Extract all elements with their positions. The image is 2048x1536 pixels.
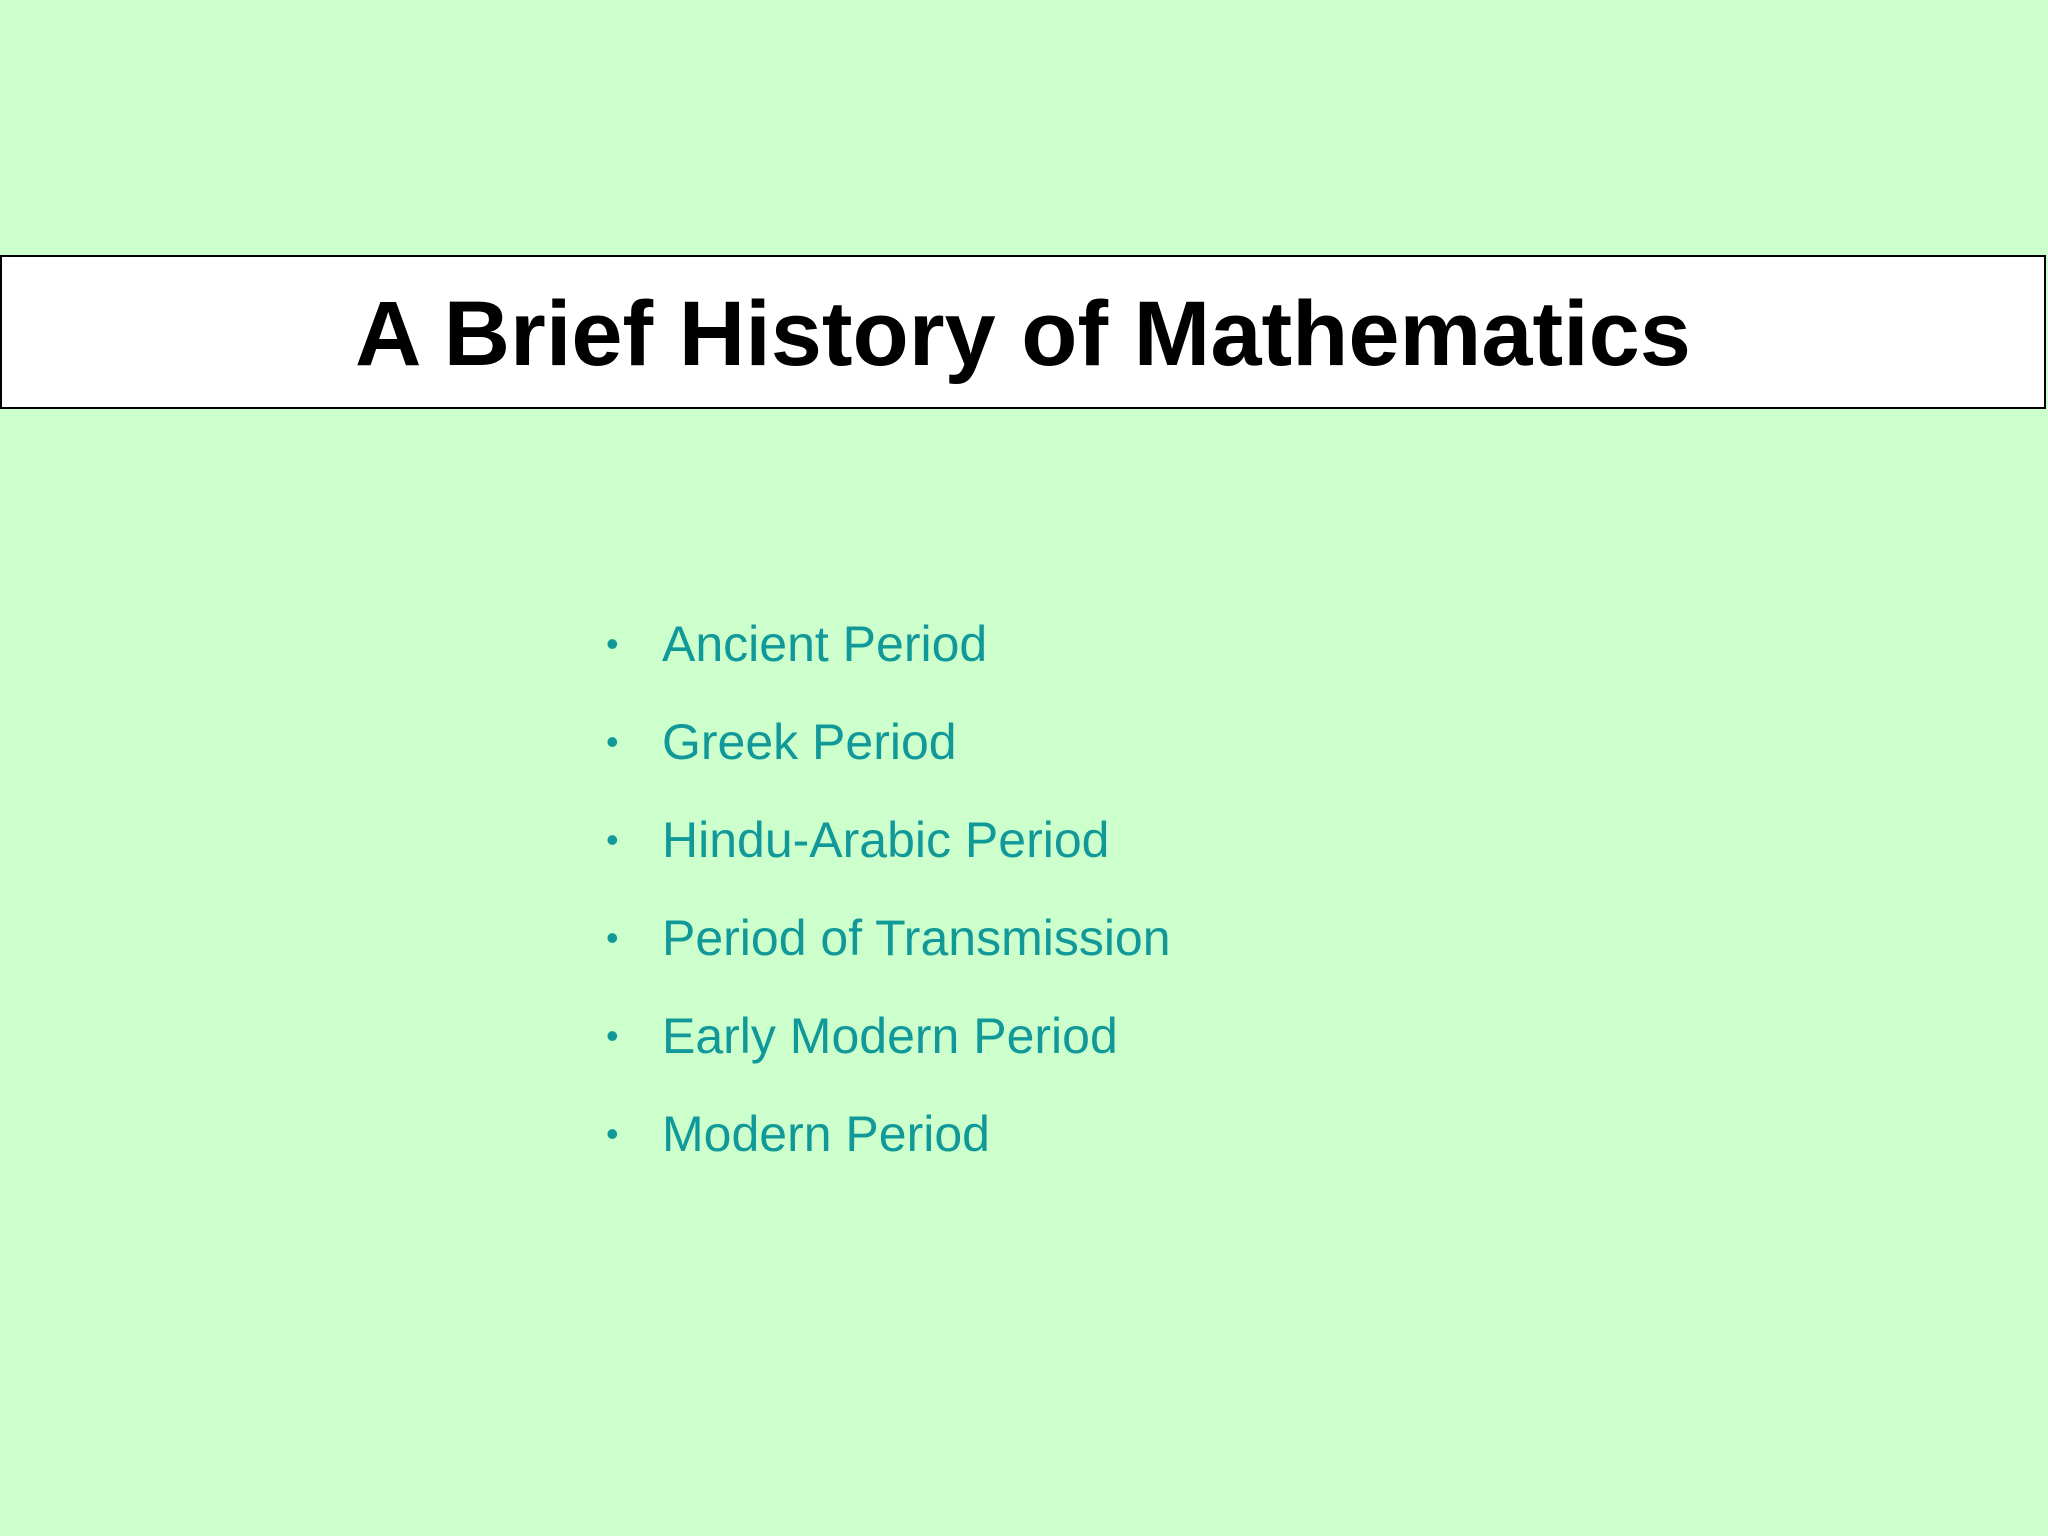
slide-title: A Brief History of Mathematics — [355, 283, 1691, 385]
bullet-icon: • — [606, 623, 619, 664]
bullet-icon: • — [606, 721, 619, 762]
list-item-label: Ancient Period — [662, 616, 988, 672]
bullet-icon: • — [606, 1113, 619, 1154]
bullet-icon: • — [606, 917, 619, 958]
list-item-label: Period of Transmission — [662, 910, 1171, 966]
list-item — [606, 810, 1171, 908]
list-item-label: Modern Period — [662, 1106, 990, 1162]
bullet-icon: • — [606, 1015, 619, 1056]
title-box — [0, 255, 2046, 409]
list-item — [606, 712, 1171, 810]
list-item-label: Greek Period — [662, 714, 957, 770]
list-item — [606, 1104, 1171, 1202]
list-item — [606, 614, 1171, 712]
list-item-label: Early Modern Period — [662, 1008, 1118, 1064]
bullet-icon: • — [606, 819, 619, 860]
list-item — [606, 1006, 1171, 1104]
list-item-label: Hindu-Arabic Period — [662, 812, 1110, 868]
bullet-list — [606, 614, 1171, 1202]
list-item — [606, 908, 1171, 1006]
